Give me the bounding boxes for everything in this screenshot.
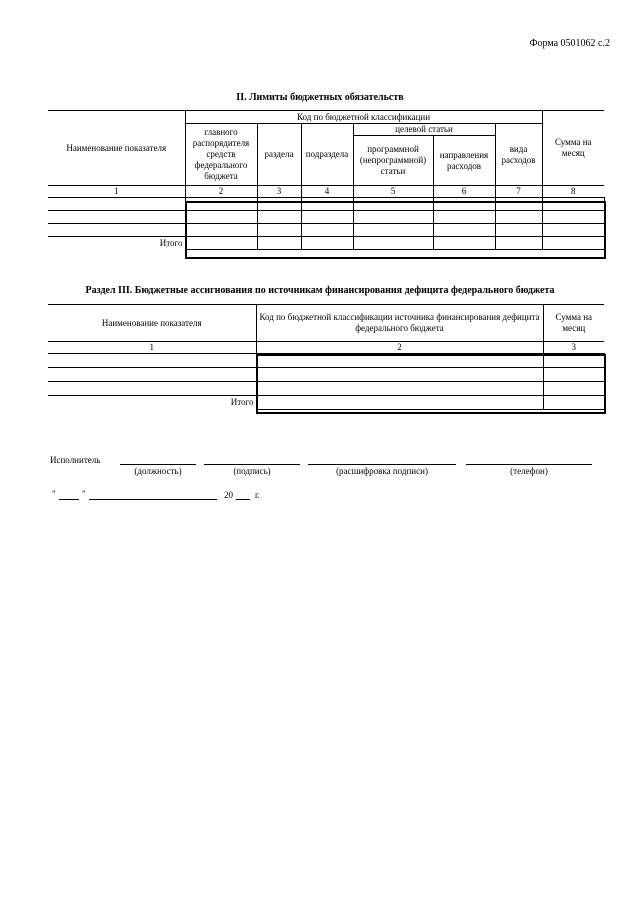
- input-cell[interactable]: [543, 368, 604, 382]
- col-header-indicator: Наименование показателя: [48, 305, 256, 342]
- input-cell[interactable]: [542, 237, 604, 250]
- input-cell[interactable]: [433, 237, 495, 250]
- total-label: Итого: [230, 397, 254, 408]
- input-cell[interactable]: [185, 198, 257, 211]
- input-cell[interactable]: [433, 211, 495, 224]
- col-number: 2: [256, 342, 543, 354]
- input-cell[interactable]: [256, 354, 543, 368]
- col-header-code-group: Код по бюджетной классификации: [185, 111, 542, 124]
- input-cell[interactable]: [353, 237, 433, 250]
- col-header-code: Код по бюджетной классификации источника финансирования дефицита федерального бюджета: [256, 305, 543, 342]
- col-header-target-group: целевой статьи: [353, 124, 495, 136]
- date-day-line[interactable]: [59, 499, 79, 500]
- input-cell[interactable]: [257, 224, 301, 237]
- table-row: [48, 211, 604, 224]
- input-cell[interactable]: [301, 198, 353, 211]
- input-cell[interactable]: [185, 224, 257, 237]
- section3-title: Раздел III. Бюджетные ассигнования по источникам финансирования дефицита федерального бюджета: [85, 285, 555, 296]
- section2-title: II. Лимиты бюджетных обязательств: [236, 92, 404, 103]
- col-number: 4: [301, 186, 353, 198]
- col-header-amount: Сумма на месяц: [542, 111, 604, 186]
- input-cell[interactable]: [543, 396, 604, 410]
- col-number: 6: [433, 186, 495, 198]
- input-cell[interactable]: [256, 382, 543, 396]
- input-cell[interactable]: [185, 237, 257, 250]
- signature-caption: (подпись): [233, 466, 271, 476]
- input-cell[interactable]: [256, 396, 543, 410]
- input-cell[interactable]: [495, 224, 542, 237]
- date-month-line[interactable]: [89, 499, 217, 500]
- col-header-subsection: подраздела: [301, 124, 353, 186]
- col-header-indicator: Наименование показателя: [48, 111, 185, 186]
- input-cell[interactable]: [543, 354, 604, 368]
- input-cell[interactable]: [353, 198, 433, 211]
- input-cell[interactable]: [257, 211, 301, 224]
- col-number: 3: [257, 186, 301, 198]
- financing-table: [48, 304, 605, 410]
- col-number: 7: [495, 186, 542, 198]
- signature-line[interactable]: [204, 464, 300, 465]
- col-number: 2: [185, 186, 257, 198]
- input-cell[interactable]: [542, 198, 604, 211]
- input-cell[interactable]: [353, 224, 433, 237]
- input-cell[interactable]: [433, 198, 495, 211]
- input-cell[interactable]: [48, 382, 256, 396]
- phone-line[interactable]: [466, 464, 592, 465]
- form-number: Форма 0501062 с.2: [529, 38, 610, 49]
- input-cell[interactable]: [495, 211, 542, 224]
- decoding-caption: (расшифровка подписи): [336, 466, 428, 476]
- input-cell[interactable]: [185, 211, 257, 224]
- input-cell[interactable]: [48, 198, 185, 211]
- input-cell[interactable]: [543, 382, 604, 396]
- input-cell[interactable]: [495, 198, 542, 211]
- input-cell[interactable]: [256, 368, 543, 382]
- input-cell[interactable]: [301, 211, 353, 224]
- date-quote-close: ": [82, 489, 86, 499]
- input-cell[interactable]: [48, 354, 256, 368]
- input-cell[interactable]: [301, 237, 353, 250]
- date-year-line[interactable]: [236, 499, 250, 500]
- phone-caption: (телефон): [510, 466, 548, 476]
- input-cell[interactable]: [48, 368, 256, 382]
- limits-table: [48, 110, 605, 250]
- input-cell[interactable]: [495, 237, 542, 250]
- col-header-direction: направления расходов: [433, 136, 495, 186]
- date-quote-open: ": [52, 489, 56, 499]
- col-number: 1: [48, 342, 256, 354]
- total-label: Итого: [159, 237, 183, 248]
- position-caption: (должность): [134, 466, 182, 476]
- col-header-manager: главного распорядителя средств федерального бюджета: [185, 124, 257, 186]
- col-number: 8: [542, 186, 604, 198]
- table-row: [48, 368, 604, 382]
- input-cell[interactable]: [301, 224, 353, 237]
- input-cell[interactable]: [257, 198, 301, 211]
- col-number: 1: [48, 186, 185, 198]
- col-header-program: программной (непрограммной) статьи: [353, 136, 433, 186]
- position-line[interactable]: [120, 464, 196, 465]
- input-cell[interactable]: [433, 224, 495, 237]
- col-header-section: раздела: [257, 124, 301, 186]
- date-year-suffix: г.: [255, 490, 260, 500]
- input-cell[interactable]: [48, 211, 185, 224]
- total-row: [48, 396, 604, 410]
- col-number: 3: [543, 342, 604, 354]
- col-header-expense-type: вида расходов: [495, 124, 542, 186]
- input-cell[interactable]: [542, 211, 604, 224]
- table-row: [48, 382, 604, 396]
- input-cell[interactable]: [542, 224, 604, 237]
- executor-label: Исполнитель: [50, 455, 101, 465]
- input-cell[interactable]: [353, 211, 433, 224]
- decoding-line[interactable]: [308, 464, 456, 465]
- date-year-prefix: 20: [224, 490, 233, 500]
- table-row: [48, 224, 604, 237]
- table-row: [48, 198, 604, 211]
- total-row: [48, 237, 604, 250]
- col-number: 5: [353, 186, 433, 198]
- input-cell[interactable]: [257, 237, 301, 250]
- input-cell[interactable]: [48, 224, 185, 237]
- table-row: [48, 354, 604, 368]
- col-header-amount: Сумма на месяц: [543, 305, 604, 342]
